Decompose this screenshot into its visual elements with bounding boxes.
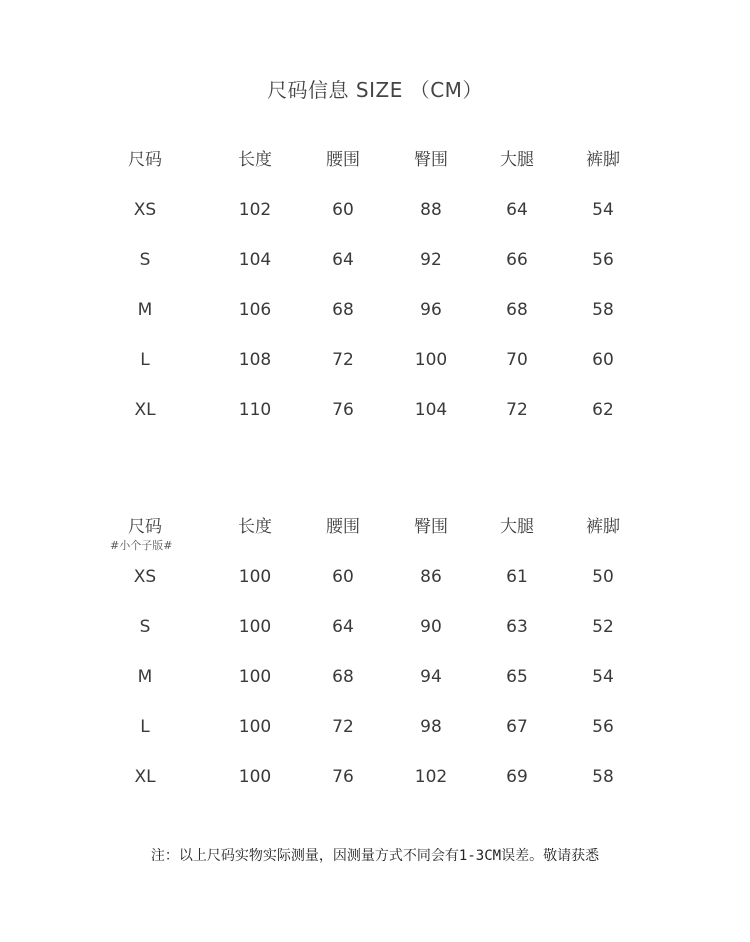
header-waist: 腰围 bbox=[326, 517, 360, 537]
table-cell: 104 bbox=[414, 400, 448, 420]
table-cell: S bbox=[139, 617, 151, 637]
table-cell: 68 bbox=[332, 300, 354, 320]
table-cell: XS bbox=[133, 200, 157, 220]
table-cell: XL bbox=[134, 400, 156, 420]
table-cell: 110 bbox=[238, 400, 272, 420]
table-cell: 56 bbox=[592, 717, 614, 737]
table-cell: 67 bbox=[506, 717, 528, 737]
table-cell: L bbox=[140, 350, 150, 370]
table-cell: 61 bbox=[506, 567, 528, 587]
table-cell: 76 bbox=[332, 400, 354, 420]
table-cell: 104 bbox=[238, 250, 272, 270]
header-size: 尺码 bbox=[128, 517, 162, 537]
measurement-note: 注：以上尺码实物实际测量，因测量方式不同会有1-3CM误差。敬请获悉 bbox=[150, 848, 600, 864]
header-thigh: 大腿 bbox=[500, 517, 534, 537]
table-cell: 90 bbox=[420, 617, 442, 637]
table-cell: 106 bbox=[238, 300, 272, 320]
header-hip: 臀围 bbox=[414, 150, 448, 170]
table-cell: 76 bbox=[332, 767, 354, 787]
table-cell: 100 bbox=[238, 567, 272, 587]
table-cell: 94 bbox=[420, 667, 442, 687]
table-cell: 102 bbox=[238, 200, 272, 220]
table-cell: 60 bbox=[332, 567, 354, 587]
table-cell: 88 bbox=[420, 200, 442, 220]
header-waist: 腰围 bbox=[326, 150, 360, 170]
table-cell: 100 bbox=[414, 350, 448, 370]
table-cell: 54 bbox=[592, 667, 614, 687]
page-title: 尺码信息 SIZE （CM） bbox=[267, 78, 483, 102]
table-cell: 100 bbox=[238, 667, 272, 687]
table-cell: 65 bbox=[506, 667, 528, 687]
table-cell: 58 bbox=[592, 767, 614, 787]
table-cell: 62 bbox=[592, 400, 614, 420]
table-cell: 56 bbox=[592, 250, 614, 270]
header-hip: 臀围 bbox=[414, 517, 448, 537]
table-cell: 70 bbox=[506, 350, 528, 370]
table-cell: 50 bbox=[592, 567, 614, 587]
table-cell: XS bbox=[133, 567, 157, 587]
table-cell: 102 bbox=[414, 767, 448, 787]
table-cell: 64 bbox=[332, 250, 354, 270]
header-hem: 裤脚 bbox=[586, 517, 620, 537]
table-cell: 58 bbox=[592, 300, 614, 320]
table-cell: 54 bbox=[592, 200, 614, 220]
table-cell: 60 bbox=[332, 200, 354, 220]
table-cell: L bbox=[140, 717, 150, 737]
header-length: 长度 bbox=[238, 150, 272, 170]
table-cell: 92 bbox=[420, 250, 442, 270]
table-cell: 108 bbox=[238, 350, 272, 370]
header-thigh: 大腿 bbox=[500, 150, 534, 170]
table-cell: 60 bbox=[592, 350, 614, 370]
table-cell: 63 bbox=[506, 617, 528, 637]
table-cell: S bbox=[139, 250, 151, 270]
table-cell: 66 bbox=[506, 250, 528, 270]
table-cell: 64 bbox=[332, 617, 354, 637]
table-cell: 100 bbox=[238, 717, 272, 737]
table-cell: 100 bbox=[238, 617, 272, 637]
table-cell: XL bbox=[134, 767, 156, 787]
table-cell: M bbox=[137, 300, 153, 320]
table-cell: 98 bbox=[420, 717, 442, 737]
table-cell: 72 bbox=[332, 717, 354, 737]
table-cell: 96 bbox=[420, 300, 442, 320]
table-cell: 72 bbox=[332, 350, 354, 370]
table-cell: 72 bbox=[506, 400, 528, 420]
header-length: 长度 bbox=[238, 517, 272, 537]
table-cell: 68 bbox=[506, 300, 528, 320]
table-cell: M bbox=[137, 667, 153, 687]
table-cell: 86 bbox=[420, 567, 442, 587]
table-cell: 68 bbox=[332, 667, 354, 687]
table-cell: 69 bbox=[506, 767, 528, 787]
table-cell: 64 bbox=[506, 200, 528, 220]
header-size: 尺码 bbox=[128, 150, 162, 170]
header-hem: 裤脚 bbox=[586, 150, 620, 170]
table-cell: 100 bbox=[238, 767, 272, 787]
table-cell: 52 bbox=[592, 617, 614, 637]
petite-version-note: #小个子版# bbox=[110, 539, 173, 552]
